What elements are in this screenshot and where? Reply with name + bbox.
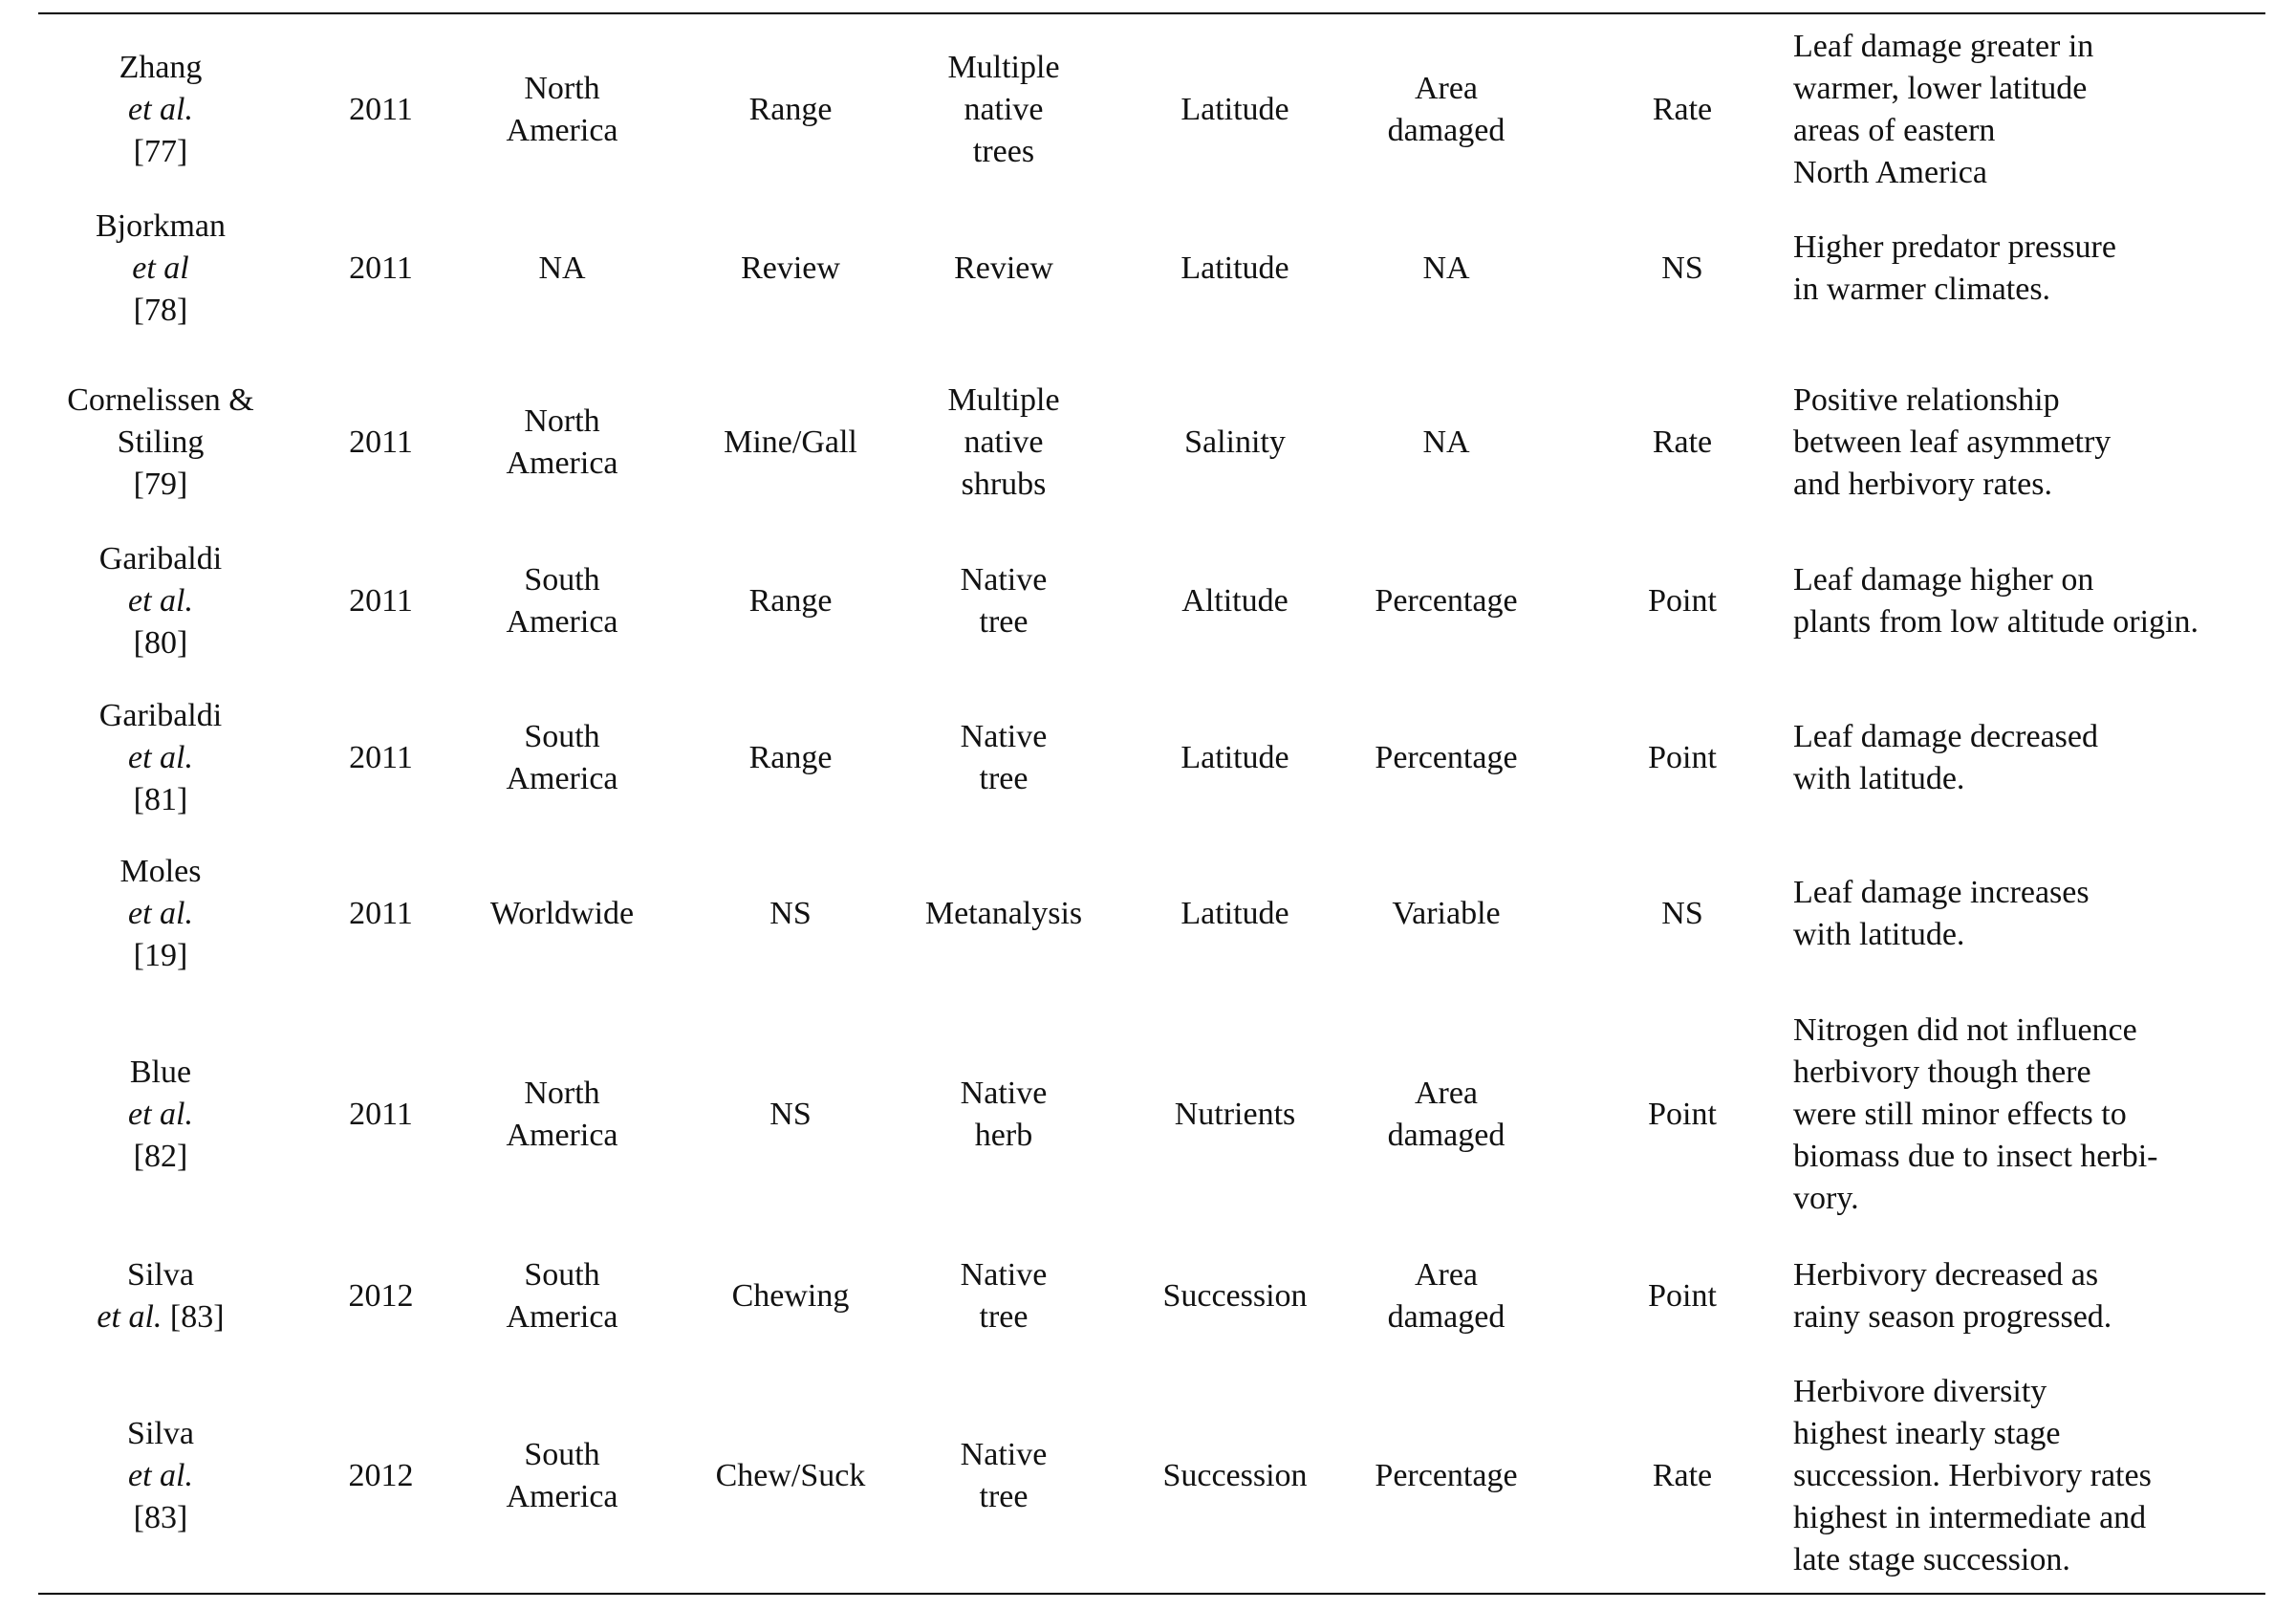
cell-measure: Percentage: [1375, 1458, 1518, 1493]
cell-gradient: Nutrients: [1174, 1097, 1296, 1132]
cell-gradient: Altitude: [1181, 583, 1289, 619]
cell-author: [38, 534, 283, 668]
cell-method: Chewing: [731, 1278, 850, 1314]
et-al-text: et al.: [128, 896, 193, 931]
cell-host: Review: [954, 250, 1053, 286]
cell-location: South America: [506, 719, 618, 796]
author-name: Bjorkman: [96, 208, 226, 244]
cell-gradient: Salinity: [1184, 424, 1286, 460]
cell-type: Point: [1648, 1278, 1717, 1314]
cell-measure: Area damaged: [1387, 1257, 1505, 1335]
cell-year: 2011: [349, 92, 413, 127]
cell-method: Mine/Gall: [724, 424, 857, 460]
cell-findings: Higher predator pressure in warmer climates.: [1793, 229, 2116, 307]
et-al-text: et al.: [128, 740, 193, 775]
cell-host: Native tree: [960, 719, 1048, 796]
cell-findings: Herbivore diversity highest inearly stage succession. Herbivory rates highest in intermediate and late stage succession.: [1793, 1374, 2152, 1577]
reference-number: [83]: [133, 1500, 188, 1535]
cell-host: Multiple native trees: [947, 50, 1060, 169]
table-row: [38, 376, 2265, 510]
reference-number: [81]: [133, 782, 188, 817]
cell-host: Metanalysis: [924, 896, 1083, 931]
reference-number: [82]: [133, 1139, 188, 1174]
cell-measure: Percentage: [1375, 740, 1518, 775]
cell-method: Range: [748, 740, 833, 775]
cell-host: Native herb: [960, 1076, 1048, 1153]
cell-method: Range: [748, 583, 833, 619]
cell-type: Point: [1648, 583, 1717, 619]
cell-author: [38, 1368, 283, 1584]
cell-findings: Nitrogen did not influence herbivory though there were still minor effects to biomass due to insect herbi- vory.: [1793, 1012, 2158, 1216]
table-row: [38, 1368, 2265, 1584]
cell-year: 2012: [348, 1278, 414, 1314]
cell-findings: Herbivory decreased as rainy season progressed.: [1793, 1257, 2112, 1335]
author-name: Moles: [119, 854, 202, 889]
cell-findings: Leaf damage decreased with latitude.: [1793, 719, 2098, 796]
cell-method: NS: [769, 896, 812, 931]
cell-location: South America: [506, 1437, 618, 1514]
table-row: [38, 534, 2265, 668]
cell-author: [38, 847, 283, 981]
cell-measure: NA: [1422, 424, 1470, 460]
table-bottom-rule: [38, 1593, 2265, 1595]
cell-type: Point: [1648, 1097, 1717, 1132]
reference-number: [80]: [133, 625, 188, 661]
cell-gradient: Latitude: [1180, 250, 1289, 286]
reference-number: [79]: [133, 467, 188, 502]
table-row: [38, 1251, 2265, 1341]
cell-type: NS: [1661, 896, 1703, 931]
cell-measure: Area damaged: [1387, 71, 1505, 148]
cell-findings: Leaf damage increases with latitude.: [1793, 875, 2090, 952]
et-al-text: et al.: [128, 1097, 193, 1132]
cell-location: South America: [506, 562, 618, 640]
cell-host: Multiple native shrubs: [947, 382, 1060, 502]
cell-author: [38, 376, 283, 510]
reference-number: [78]: [133, 293, 188, 328]
cell-type: Rate: [1652, 424, 1713, 460]
table-row: [38, 202, 2265, 336]
cell-location: NA: [538, 250, 586, 286]
cell-year: 2011: [349, 250, 413, 286]
table-row: [38, 1007, 2265, 1223]
cell-year: 2011: [349, 583, 413, 619]
cell-year: 2012: [348, 1458, 414, 1493]
cell-author: [38, 1007, 283, 1223]
table-row: [38, 691, 2265, 825]
cell-author: [38, 26, 283, 194]
cell-gradient: Latitude: [1180, 740, 1289, 775]
cell-author: [38, 202, 283, 336]
cell-gradient: Latitude: [1180, 92, 1289, 127]
cell-type: Point: [1648, 740, 1717, 775]
et-al-text: et al.: [97, 1299, 162, 1335]
cell-measure: Variable: [1392, 896, 1501, 931]
cell-method: NS: [769, 1097, 812, 1132]
author-name: Cornelissen & Stiling: [67, 382, 254, 460]
cell-location: South America: [506, 1257, 618, 1335]
cell-host: Native tree: [960, 1437, 1048, 1514]
cell-year: 2011: [349, 1097, 413, 1132]
et-al-text: et al.: [128, 583, 193, 619]
table-row: [38, 847, 2265, 981]
table-top-rule: [38, 12, 2265, 14]
cell-location: North America: [506, 71, 618, 148]
cell-host: Native tree: [960, 562, 1048, 640]
cell-year: 2011: [349, 424, 413, 460]
et-al-text: et al.: [128, 1458, 193, 1493]
et-al-text: et al.: [128, 92, 193, 127]
et-al-text: et al: [132, 250, 189, 286]
data-table: [38, 12, 2265, 1609]
cell-findings: Leaf damage greater in warmer, lower latitude areas of eastern North America: [1793, 29, 2094, 190]
cell-year: 2011: [349, 896, 413, 931]
reference-number: [19]: [133, 938, 188, 973]
cell-type: NS: [1661, 250, 1703, 286]
cell-type: Rate: [1652, 92, 1713, 127]
cell-measure: Area damaged: [1387, 1076, 1505, 1153]
author-name: Silva: [127, 1416, 194, 1451]
cell-method: Review: [741, 250, 840, 286]
cell-measure: NA: [1422, 250, 1470, 286]
cell-location: Worldwide: [489, 896, 635, 931]
cell-type: Rate: [1652, 1458, 1713, 1493]
cell-gradient: Latitude: [1180, 896, 1289, 931]
cell-method: Range: [748, 92, 833, 127]
cell-author: [38, 1251, 283, 1341]
author-name: Garibaldi: [98, 541, 223, 576]
cell-findings: Leaf damage higher on plants from low altitude origin.: [1793, 562, 2199, 640]
reference-number: [83]: [169, 1299, 225, 1335]
cell-year: 2011: [349, 740, 413, 775]
cell-location: North America: [506, 403, 618, 481]
cell-gradient: Succession: [1162, 1278, 1308, 1314]
cell-author: [38, 691, 283, 825]
author-name: Silva: [127, 1257, 194, 1293]
cell-location: North America: [506, 1076, 618, 1153]
author-name: Zhang: [119, 50, 203, 85]
cell-host: Native tree: [960, 1257, 1048, 1335]
cell-method: Chew/Suck: [715, 1458, 866, 1493]
author-name: Blue: [129, 1055, 192, 1090]
cell-measure: Percentage: [1375, 583, 1518, 619]
reference-number: [77]: [133, 134, 188, 169]
cell-findings: Positive relationship between leaf asymmetry and herbivory rates.: [1793, 382, 2112, 502]
author-name: Garibaldi: [98, 698, 223, 733]
cell-gradient: Succession: [1162, 1458, 1308, 1493]
table-row: [38, 26, 2265, 194]
